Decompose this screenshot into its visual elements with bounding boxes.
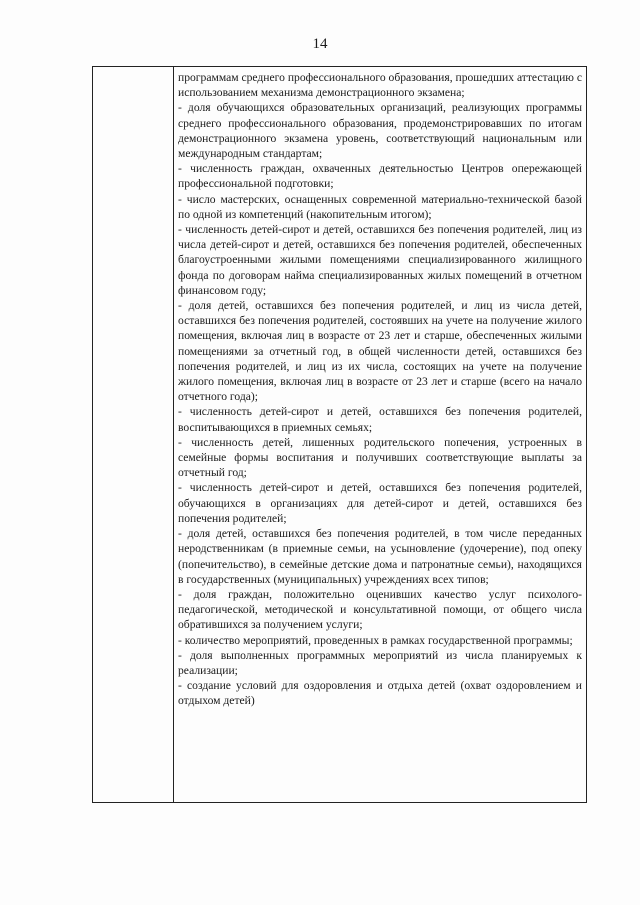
indicator-paragraph: - доля детей, оставшихся без попечения родителей, и лиц из числа детей, оставшихся без попечения родителей, состоявших на учете на получение жилого помещения, включая лиц в возрасте от 23 лет и старше, обеспеченных жилыми помещениями за отчетный год, в общей численности детей, оставшихся без попечения родителей, и лиц из их числа, состоящих на учете на получение жилого помещения, включая лиц в возрасте от 23 лет и старше (всего на начало отчетного года); (178, 299, 582, 404)
table-right-cell (178, 70, 582, 709)
indicator-paragraph: - численность граждан, охваченных деятельностью Центров опережающей профессиональной подготовки; (178, 162, 582, 191)
indicator-paragraph: - доля граждан, положительно оценивших качество услуг психолого-педагогической, методической и консультативной помощи, от общего числа обратившихся за получением услуги; (178, 587, 582, 632)
indicator-paragraph: - доля детей, оставшихся без попечения родителей, в том числе переданных неродственникам (в приемные семьи, на усыновление (удочерение), под опеку (попечительство), в семейные детские дома и патронатные семьи), находящихся в государственных (муниципальных) учреждениях всех типов; (178, 527, 582, 586)
indicator-paragraph: - численность детей-сирот и детей, оставшихся без попечения родителей, воспитывающихся в приемных семьях; (178, 405, 582, 434)
document-table (92, 66, 587, 803)
indicator-paragraph: - доля обучающихся образовательных организаций, реализующих программы среднего профессионального образования, продемонстрировавших по итогам демонстрационного экзамена уровень, соответствующий национальным или международным стандартам; (178, 101, 582, 161)
indicator-paragraph: - численность детей, лишенных родительского попечения, устроенных в семейные формы воспитания и получивших соответствующие выплаты за отчетный год; (178, 435, 582, 480)
indicator-paragraph: - создание условий для оздоровления и отдыха детей (охват оздоровлением и отдыхом детей) (178, 679, 582, 708)
indicator-paragraph: - количество мероприятий, проведенных в рамках государственной программы; (178, 633, 573, 647)
column-divider (173, 67, 174, 802)
page-number: 14 (312, 36, 328, 52)
indicator-paragraph: - число мастерских, оснащенных современной материально-технической базой по одной из компетенций (накопительным итогом); (178, 192, 582, 221)
table-left-cell (93, 67, 173, 802)
indicator-paragraph: - численность детей-сирот и детей, оставшихся без попечения родителей, обучающихся в организациях для детей-сирот и детей, оставшихся без попечения родителей; (178, 481, 582, 525)
indicator-paragraph: - доля выполненных программных мероприятий из числа планируемых к реализации; (178, 648, 582, 677)
indicator-paragraph: - численность детей-сирот и детей, оставшихся без попечения родителей, лиц из числа детей-сирот и детей, оставшихся без попечения родителей, обеспеченных благоустроенными жилыми помещениями специализированного жилищного фонда по договорам найма специализированных жилых помещений в отчетном финансовом году; (178, 223, 582, 297)
indicator-paragraph: программам среднего профессионального образования, прошедших аттестацию с использованием механизма демонстрационного экзамена; (178, 71, 582, 100)
